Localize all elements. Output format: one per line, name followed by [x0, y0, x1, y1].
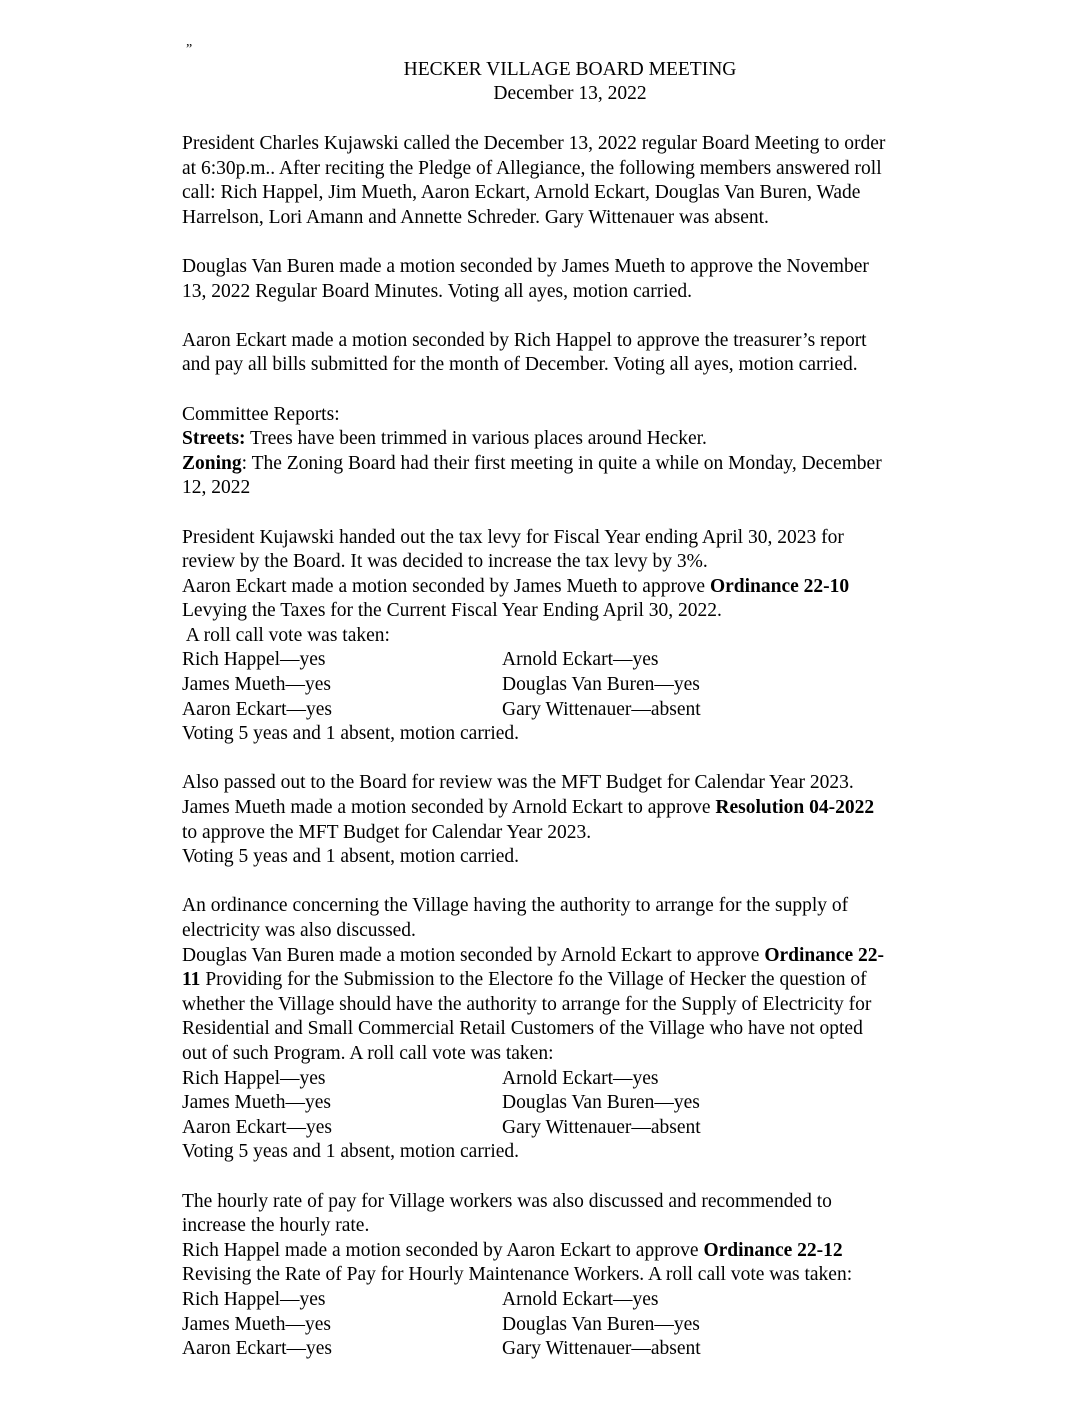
vote-entry: James Mueth—yes: [182, 674, 331, 696]
vote-result: Voting 5 yeas and 1 absent, motion carried.: [182, 723, 520, 745]
paragraph-mft-budget: [182, 771, 982, 869]
text-line: out of such Program. A roll call vote was taken:: [182, 1042, 554, 1064]
paragraph-treasurer-motion: [182, 329, 982, 378]
vote-entry: Arnold Eckart—yes: [502, 649, 659, 671]
text-line: whether the Village should have the authority to arrange for the Supply of Electricity for: [182, 993, 872, 1015]
paragraph-hourly-pay: [182, 1190, 982, 1288]
text-line: A roll call vote was taken:: [182, 624, 390, 646]
ordinance-22-11-cont: 11: [182, 969, 201, 991]
zoning-label: Zoning: [182, 452, 242, 474]
vote-entry: Gary Wittenauer—absent: [502, 1338, 701, 1360]
paragraph-electricity: [182, 894, 982, 1066]
text-line: An ordinance concerning the Village having the authority to arrange for the supply of: [182, 895, 849, 917]
corner-mark: ”: [186, 42, 193, 57]
text-line: Aaron Eckart made a motion seconded by Rich Happel to approve the treasurer’s report: [182, 329, 867, 351]
vote-entry: James Mueth—yes: [182, 1092, 331, 1114]
text-line: at 6:30p.m.. After reciting the Pledge of Allegiance, the following members answered roll: [182, 157, 882, 179]
document-header: [0, 58, 1088, 106]
vote-entry: Douglas Van Buren—yes: [502, 674, 700, 696]
zoning-text: : The Zoning Board had their first meeting in quite a while on Monday, December: [241, 452, 882, 474]
vote-row: [182, 673, 982, 698]
vote-row: [182, 698, 982, 723]
paragraph-call-to-order: [182, 132, 982, 230]
text-line: Revising the Rate of Pay for Hourly Maintenance Workers. A roll call vote was taken:: [182, 1264, 853, 1286]
vote-row: [182, 1288, 982, 1313]
vote-entry: Aaron Eckart—yes: [182, 1338, 332, 1360]
text-line: Douglas Van Buren made a motion seconded by James Mueth to approve the November: [182, 255, 869, 277]
vote-entry: Douglas Van Buren—yes: [502, 1092, 700, 1114]
roll-call-vote-3: [182, 1288, 982, 1362]
vote-row: [182, 1313, 982, 1338]
meeting-date: December 13, 2022: [493, 83, 647, 104]
text-line: Residential and Small Commercial Retail Customers of the Village who have not opted: [182, 1018, 863, 1040]
vote-entry: Rich Happel—yes: [182, 1288, 326, 1310]
vote-entry: Douglas Van Buren—yes: [502, 1313, 700, 1335]
document-body: [182, 132, 982, 1362]
vote-entry: Aaron Eckart—yes: [182, 1116, 332, 1138]
text-line: Levying the Taxes for the Current Fiscal Year Ending April 30, 2022.: [182, 600, 722, 622]
text-line: Voting 5 yeas and 1 absent, motion carried.: [182, 846, 520, 868]
vote-row: [182, 648, 982, 673]
vote-row: [182, 1116, 982, 1141]
paragraph-tax-levy: [182, 526, 982, 649]
text-line: 13, 2022 Regular Board Minutes. Voting all ayes, motion carried.: [182, 280, 692, 302]
text-line: Also passed out to the Board for review was the MFT Budget for Calendar Year 2023.: [182, 772, 854, 794]
vote-result: Voting 5 yeas and 1 absent, motion carried.: [182, 1141, 520, 1163]
text-line: The hourly rate of pay for Village workers was also discussed and recommended to: [182, 1190, 832, 1212]
vote-entry: Arnold Eckart—yes: [502, 1067, 659, 1089]
vote-row: [182, 1067, 982, 1092]
text-line: call: Rich Happel, Jim Mueth, Aaron Eckart, Arnold Eckart, Douglas Van Buren, Wade: [182, 182, 861, 204]
text-line: Douglas Van Buren made a motion seconded by Arnold Eckart to approve: [182, 944, 765, 966]
vote-entry: Gary Wittenauer—absent: [502, 698, 701, 720]
roll-call-vote-1: [182, 648, 982, 722]
vote-row: [182, 1337, 982, 1362]
resolution-04-2022: Resolution 04-2022: [715, 797, 875, 819]
paragraph-minutes-motion: [182, 255, 982, 304]
text-line: President Charles Kujawski called the December 13, 2022 regular Board Meeting to order: [182, 133, 886, 154]
vote-entry: James Mueth—yes: [182, 1313, 331, 1335]
ordinance-22-12: Ordinance 22-12: [703, 1239, 843, 1261]
text-line: Aaron Eckart made a motion seconded by James Mueth to approve: [182, 575, 710, 597]
text-line: review by the Board. It was decided to increase the tax levy by 3%.: [182, 551, 708, 573]
text-line: electricity was also discussed.: [182, 920, 416, 941]
vote-entry: Aaron Eckart—yes: [182, 698, 332, 720]
committee-heading: Committee Reports:: [182, 403, 340, 425]
streets-text: Trees have been trimmed in various places around Hecker.: [245, 428, 707, 450]
vote-entry: Rich Happel—yes: [182, 1067, 326, 1089]
document-title: HECKER VILLAGE BOARD MEETING: [403, 59, 737, 80]
text-line: and pay all bills submitted for the month of December. Voting all ayes, motion carried.: [182, 354, 858, 376]
text-line: Providing for the Submission to the Electore fo the Village of Hecker the question of: [200, 969, 867, 991]
vote-entry: Arnold Eckart—yes: [502, 1288, 659, 1310]
ordinance-22-10: Ordinance 22-10: [709, 575, 850, 597]
vote-entry: Gary Wittenauer—absent: [502, 1116, 701, 1138]
zoning-continued: 12, 2022: [182, 477, 251, 499]
text-line: James Mueth made a motion seconded by Arnold Eckart to approve: [182, 797, 716, 819]
text-line: Harrelson, Lori Amann and Annette Schreder. Gary Wittenauer was absent.: [182, 206, 769, 228]
committee-reports: [182, 403, 982, 501]
streets-label: Streets:: [182, 428, 246, 450]
text-line: President Kujawski handed out the tax levy for Fiscal Year ending April 30, 2023 for: [182, 526, 844, 548]
text-line: to approve the MFT Budget for Calendar Year 2023.: [182, 821, 592, 843]
text-line: Rich Happel made a motion seconded by Aaron Eckart to approve: [182, 1239, 704, 1261]
vote-row: [182, 1091, 982, 1116]
roll-call-vote-2: [182, 1067, 982, 1141]
vote-entry: Rich Happel—yes: [182, 649, 326, 671]
text-line: increase the hourly rate.: [182, 1215, 370, 1237]
ordinance-22-11: Ordinance 22-: [764, 944, 885, 966]
